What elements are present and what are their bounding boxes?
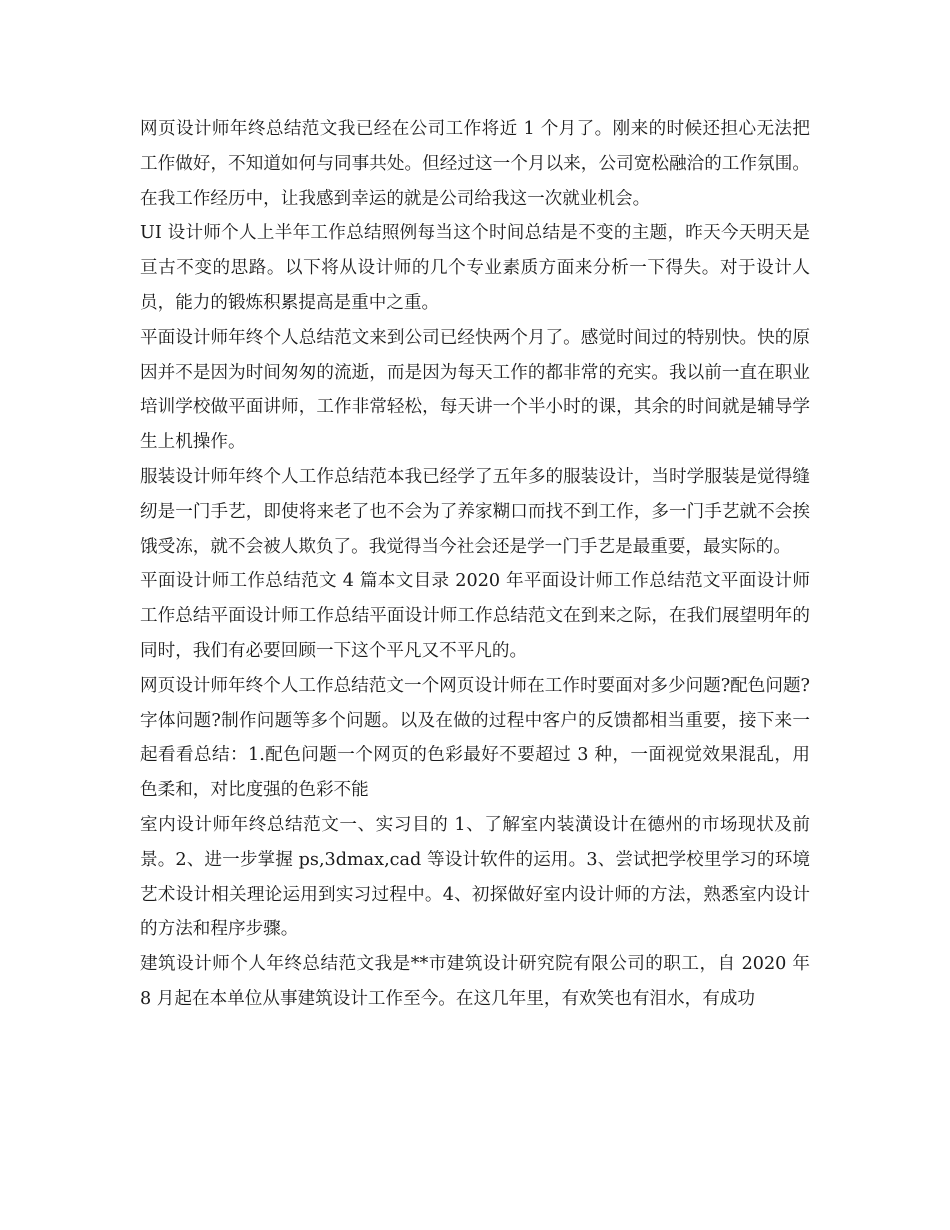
paragraph-architect-year-end: 建筑设计师个人年终总结范文我是**市建筑设计研究院有限公司的职工，自 2020 年 8 月起在本单位从事建筑设计工作至今。在这几年里，有欢笑也有泪水，有成功	[140, 954, 810, 1009]
paragraph-graphic-designer-year-end: 平面设计师年终个人总结范文来到公司已经快两个月了。感觉时间过的特别快。快的原因并不是因为时间匆匆的流逝，而是因为每天工作的都非常的充实。我以前一直在职业培训学校做平面讲师，工作非常轻松，每天讲一个半小时的课，其余的时间就是辅导学生上机操作。	[140, 327, 810, 453]
document-body	[140, 112, 810, 1017]
paragraph-graphic-designer-summary: 平面设计师工作总结范文 4 篇本文目录 2020 年平面设计师工作总结范文平面设计师工作总结平面设计师工作总结平面设计师工作总结范文在到来之际，在我们展望明年的同时，我们有必要回顾一下这个平凡又不平凡的。	[140, 571, 810, 661]
paragraph-web-designer-year-end: 网页设计师年终总结范文我已经在公司工作将近 1 个月了。刚来的时候还担心无法把工作做好，不知道如何与同事共处。但经过这一个月以来，公司宽松融洽的工作氛围。在我工作经历中，让我感到幸运的就是公司给我这一次就业机会。	[140, 119, 810, 209]
paragraph-ui-designer-half-year: UI 设计师个人上半年工作总结照例每当这个时间总结是不变的主题，昨天今天明天是亘古不变的思路。以下将从设计师的几个专业素质方面来分析一下得失。对于设计人员，能力的锻炼积累提高是重中之重。	[140, 223, 810, 313]
paragraph-fashion-designer-year-end: 服装设计师年终个人工作总结范本我已经学了五年多的服装设计，当时学服装是觉得缝纫是一门手艺，即使将来老了也不会为了养家糊口而找不到工作，多一门手艺就不会挨饿受冻，就不会被人欺负了。我觉得当今社会还是学一门手艺是最重要，最实际的。	[140, 466, 810, 557]
paragraph-web-designer-personal: 网页设计师年终个人工作总结范文一个网页设计师在工作时要面对多少问题?配色问题?字体问题?制作问题等多个问题。以及在做的过程中客户的反馈都相当重要，接下来一起看看总结：1.配色问题一个网页的色彩最好不要超过 3 种，一面视觉效果混乱，用色柔和，对比度强的色彩不能	[140, 675, 810, 801]
paragraph-interior-designer-year-end: 室内设计师年终总结范文一、实习目的 1、了解室内装潢设计在德州的市场现状及前景。2、进一步掌握 ps,3dmax,cad 等设计软件的运用。3、尝试把学校里学习的环境艺术设计相关理论运用到实习过程中。4、初探做好室内设计师的方法，熟悉室内设计的方法和程序步骤。	[140, 814, 810, 940]
